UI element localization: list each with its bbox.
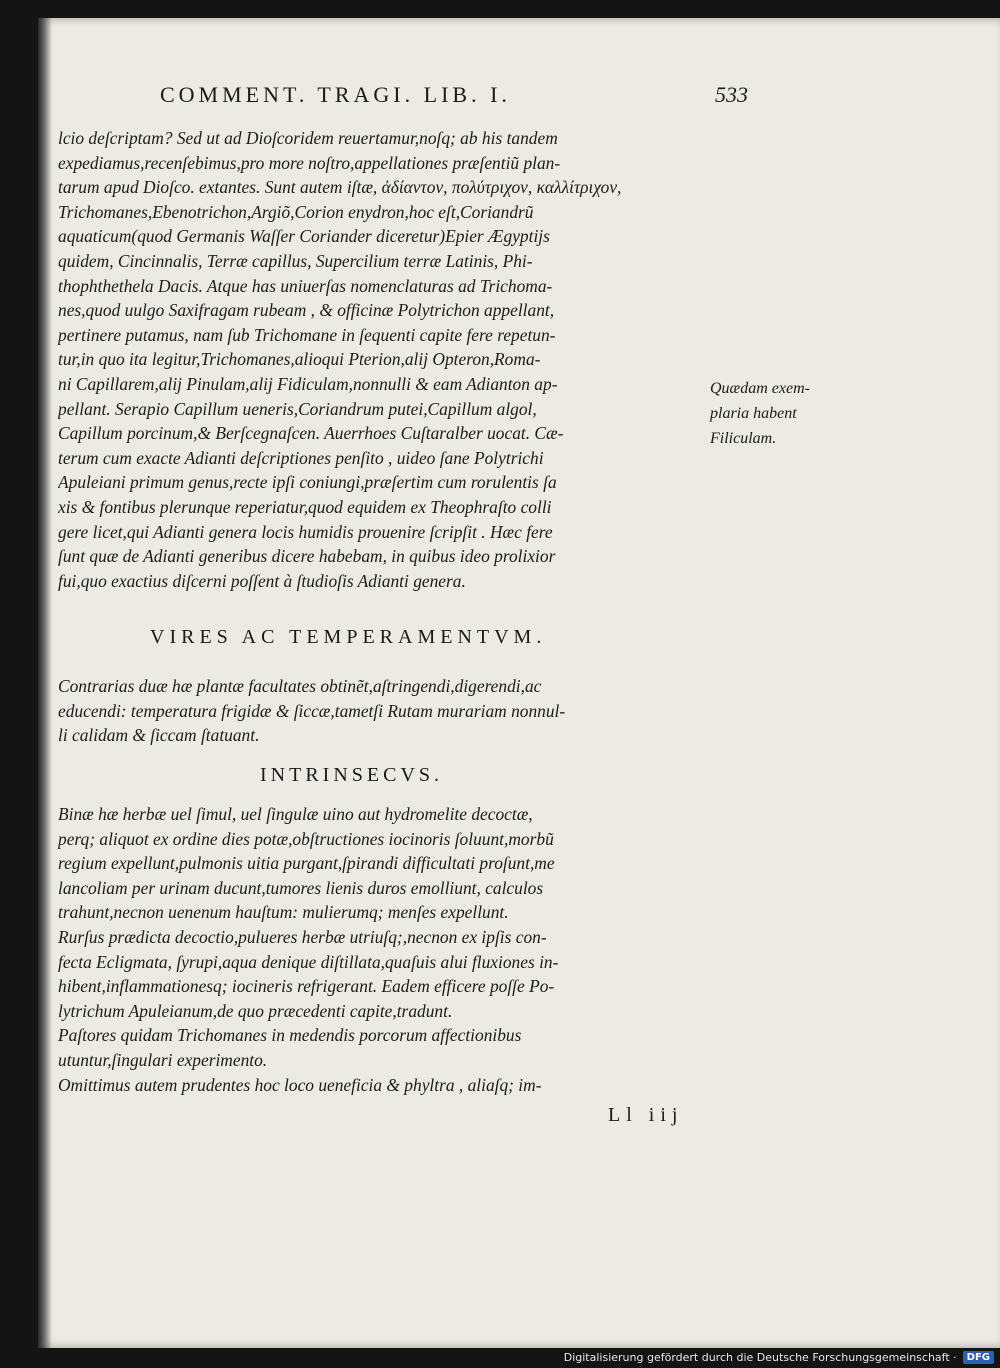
running-header [160, 82, 748, 108]
text-line: Trichomanes,Ebenotrichon,Argiõ,Corion enydron,hoc eſt,Coriandrũ [58, 201, 534, 222]
marginal-note-line: Quædam exem- [710, 380, 810, 397]
text-line: quidem, Cincinnalis, Terræ capillus, Supercilium terræ Latinis, Phi- [58, 250, 533, 271]
marginal-note-line: Filiculam. [710, 430, 777, 447]
text-block-vires [58, 674, 738, 748]
text-line: terum cum exacte Adianti deſcriptiones penſito , uideo ſane Polytrichi [58, 447, 544, 468]
text-line: hibent,inflammationesq; iocineris refrigerant. Eadem efficere poſſe Po- [58, 976, 555, 997]
text-block-intrinsecus [58, 802, 738, 1097]
text-line: Apuleiani primum genus,recte ipſi coniungi,præſertim cum rorulentis ſa [58, 472, 557, 493]
text-line: fui,quo exactius diſcerni poſſent à ſtudioſis Adianti genera. [58, 570, 466, 591]
text-line: Rurſus prædicta decoctio,pulueres herbæ utriuſq;,necnon ex ipſis con- [58, 926, 547, 947]
text-line: pellant. Serapio Capillum ueneris,Coriandrum putei,Capillum algol, [58, 398, 537, 419]
marginal-note [710, 376, 810, 451]
text-line: educendi: temperatura frigidæ & ſiccæ,tametſi Rutam murariam nonnul- [58, 700, 566, 721]
text-line: ſunt quæ de Adianti generibus dicere habebam, in quibus ideo prolixior [58, 546, 556, 567]
section-heading-vires: VIRES AC TEMPERAMENTVM. [150, 626, 547, 648]
text-line: Capillum porcinum,& Berſcegnaſcen. Auerrhoes Cuſtaralber uocat. Cæ- [58, 423, 564, 444]
text-line: Contrarias duæ hæ plantæ facultates obtinẽt,aſtringendi,digerendi,ac [58, 676, 542, 696]
text-line: lancoliam per urinam ducunt,tumores lienis duros emolliunt, calculos [58, 877, 544, 898]
text-line: Binæ hæ herbæ uel ſimul, uel ſingulæ uino aut hydromelite decoctæ, [58, 804, 533, 824]
text-line: trahunt,necnon uenenum hauſtum: mulierumq; menſes expellunt. [58, 902, 509, 923]
text-line: pertinere putamus, nam ſub Trichomane in ſequenti capite fere repetun- [58, 324, 556, 345]
dfg-logo: DFG [963, 1351, 994, 1364]
text-line: nes,quod uulgo Saxifragam rubeam , & officinæ Polytrichon appellant, [58, 300, 555, 321]
text-line: Paſtores quidam Trichomanes in medendis porcorum affectionibus [58, 1025, 522, 1046]
running-title: COMMENT. TRAGI. LIB. I. [160, 82, 511, 107]
text-line: expediamus,recenſebimus,pro more noſtro,appellationes præſentiũ plan- [58, 152, 561, 173]
text-line: perq; aliquot ex ordine dies potæ,obſtructiones iocinoris ſoluunt,morbũ [58, 828, 554, 849]
text-line: gere licet,qui Adianti genera locis humidis prouenire ſcripſit . Hæc fere [58, 521, 553, 542]
text-line: tur,in quo ita legitur,Trichomanes,alioqui Pterion,alij Opteron,Roma- [58, 349, 541, 370]
text-line: tarum apud Dioſco. extantes. Sunt autem iſtæ, ἀδίαντον, πολύτριχον, καλλίτριχον, [58, 177, 622, 198]
text-line: Omittimus autem prudentes hoc loco ueneficia & phyltra , aliaſq; im- [58, 1074, 542, 1095]
text-line: thophthethela Dacis. Atque has uniuerſas nomenclaturas ad Trichoma- [58, 275, 553, 296]
text-line: xis & fontibus plerunque reperiatur,quod equidem ex Theophraſto colli [58, 496, 552, 517]
text-line: aquaticum(quod Germanis Waſſer Coriander diceretur)Epier Ægyptijs [58, 226, 550, 247]
credit-text: Digitalisierung gefördert durch die Deutsche Forschungsgemeinschaft · [563, 1351, 957, 1364]
text-line: ni Capillarem,alij Pinulam,alij Fidiculam,nonnulli & eam Adianton ap- [58, 373, 558, 394]
text-line: lytrichum Apuleianum,de quo præcedenti capite,tradunt. [58, 1000, 453, 1021]
signature-mark: Ll iij [608, 1104, 684, 1126]
folio-number: 533 [715, 82, 748, 107]
text-line: lcio deſcriptam? Sed ut ad Dioſcoridem reuertamur,noſq; ab his tandem [58, 128, 558, 148]
marginal-note-line: plaria habent [710, 405, 797, 422]
section-heading-intrinsecus: INTRINSECVS. [260, 764, 444, 786]
digitization-credit [564, 1351, 994, 1364]
book-page [38, 18, 1000, 1348]
text-line: fecta Ecligmata, ſyrupi,aqua denique diſtillata,quaſuis alui fluxiones in- [58, 951, 559, 972]
text-block-description [58, 126, 738, 593]
text-line: li calidam & ſiccam ſtatuant. [58, 725, 260, 746]
text-line: utuntur,ſingulari experimento. [58, 1049, 268, 1070]
text-line: regium expellunt,pulmonis uitia purgant,ſpirandi difficultati proſunt,me [58, 853, 555, 874]
